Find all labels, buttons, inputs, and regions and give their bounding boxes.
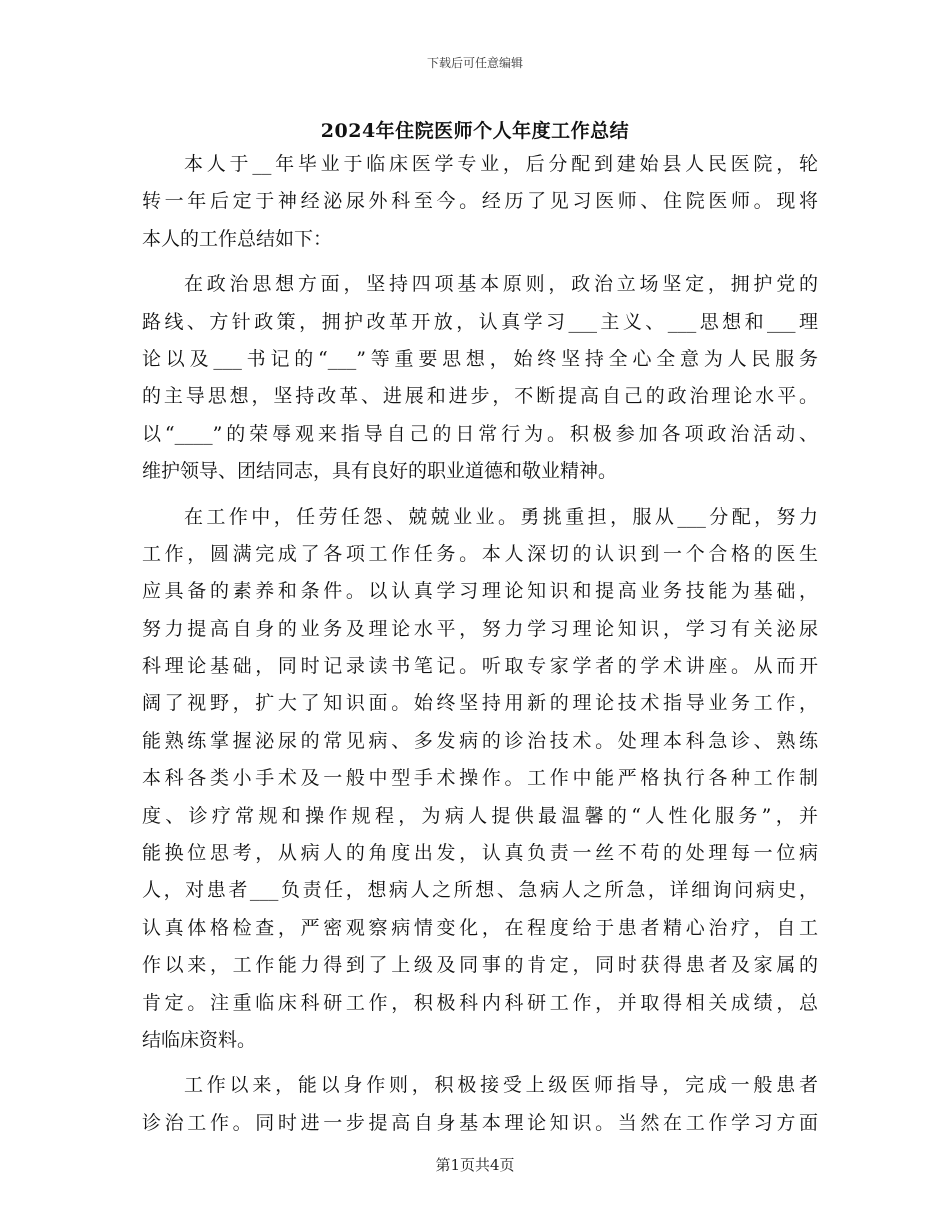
page-number: 第1页共4页 [435, 1156, 515, 1174]
paragraph-line: 的主导思想，坚持改革、进展和进步，不断提高自己的政治理论水平。 [142, 385, 818, 408]
paragraph-line: 能换位思考，从病人的角度出发，认真负责一丝不苟的处理每一位病 [142, 842, 818, 865]
paragraph-line: 在政治思想方面，坚持四项基本原则，政治立场坚定，拥护党的 [184, 273, 818, 296]
paragraph-line: 转一年后定于神经泌尿外科至今。经历了见习医师、住院医师。现将 [142, 190, 818, 213]
paragraph-line: 科理论基础，同时记录读书笔记。听取专家学者的学术讲座。从而开 [142, 655, 818, 678]
paragraph-gap [142, 258, 818, 266]
paragraph [142, 1067, 818, 1142]
paragraph-line: 人，对患者___负责任，想病人之所想、急病人之所急，详细询问病史， [142, 879, 818, 902]
paragraph-line: 应具备的素养和条件。以认真学习理论知识和提高业务技能为基础， [142, 580, 818, 603]
paragraph-line: 努力提高自身的业务及理论水平，努力学习理论知识，学习有关泌尿 [142, 617, 818, 640]
paragraph-line: 结临床资料。 [142, 1028, 257, 1051]
paragraph-line: 作以来，工作能力得到了上级及同事的肯定，同时获得患者及家属的 [142, 954, 818, 977]
paragraph-line: 本人于__年毕业于临床医学专业，后分配到建始县人民医院，轮 [184, 153, 818, 175]
paragraph-line: 能熟练掌握泌尿的常见病、多发病的诊治技术。处理本科急诊、熟练 [142, 729, 818, 752]
paragraph-line: 本人的工作总结如下： [142, 227, 333, 250]
paragraph-line: 本科各类小手术及一般中型手术操作。工作中能严格执行各种工作制 [142, 767, 818, 790]
paragraph [142, 499, 818, 1060]
paragraph [142, 266, 818, 490]
document-body [142, 146, 818, 1142]
paragraph-line: 诊治工作。同时进一步提高自身基本理论知识。当然在工作学习方面 [142, 1111, 818, 1134]
paragraph-line: 肯定。注重临床科研工作，积极科内科研工作，并取得相关成绩，总 [142, 991, 818, 1014]
document-title: 2024年住院医师个人年度工作总结 [320, 120, 630, 142]
paragraph-line: 以“____”的荣辱观来指导自己的日常行为。积极参加各项政治活动、 [142, 422, 818, 445]
paragraph-line: 度、诊疗常规和操作规程，为病人提供最温馨的“人性化服务”，并 [142, 804, 818, 827]
paragraph-gap [142, 1059, 818, 1067]
paragraph-line: 路线、方针政策，拥护改革开放，认真学习___主义、___思想和___理 [142, 310, 818, 333]
paragraph-line: 认真体格检查，严密观察病情变化，在程度给于患者精心治疗，自工 [142, 916, 818, 939]
paragraph-line: 工作以来，能以身作则，积极接受上级医师指导，完成一般患者 [184, 1074, 818, 1097]
paragraph-line: 阔了视野，扩大了知识面。始终坚持用新的理论技术指导业务工作， [142, 692, 818, 715]
paragraph-line: 工作，圆满完成了各项工作任务。本人深切的认识到一个合格的医生 [142, 542, 818, 565]
paragraph-gap [142, 491, 818, 499]
paragraph-line: 在工作中，任劳任怨、兢兢业业。勇挑重担，服从___分配，努力 [184, 505, 818, 528]
paragraph-line: 维护领导、团结同志，具有良好的职业道德和敬业精神。 [142, 460, 618, 483]
paragraph [142, 146, 818, 258]
header-note: 下载后可任意编辑 [426, 56, 523, 70]
paragraph-line: 论以及___书记的“___”等重要思想，始终坚持全心全意为人民服务 [142, 347, 818, 370]
